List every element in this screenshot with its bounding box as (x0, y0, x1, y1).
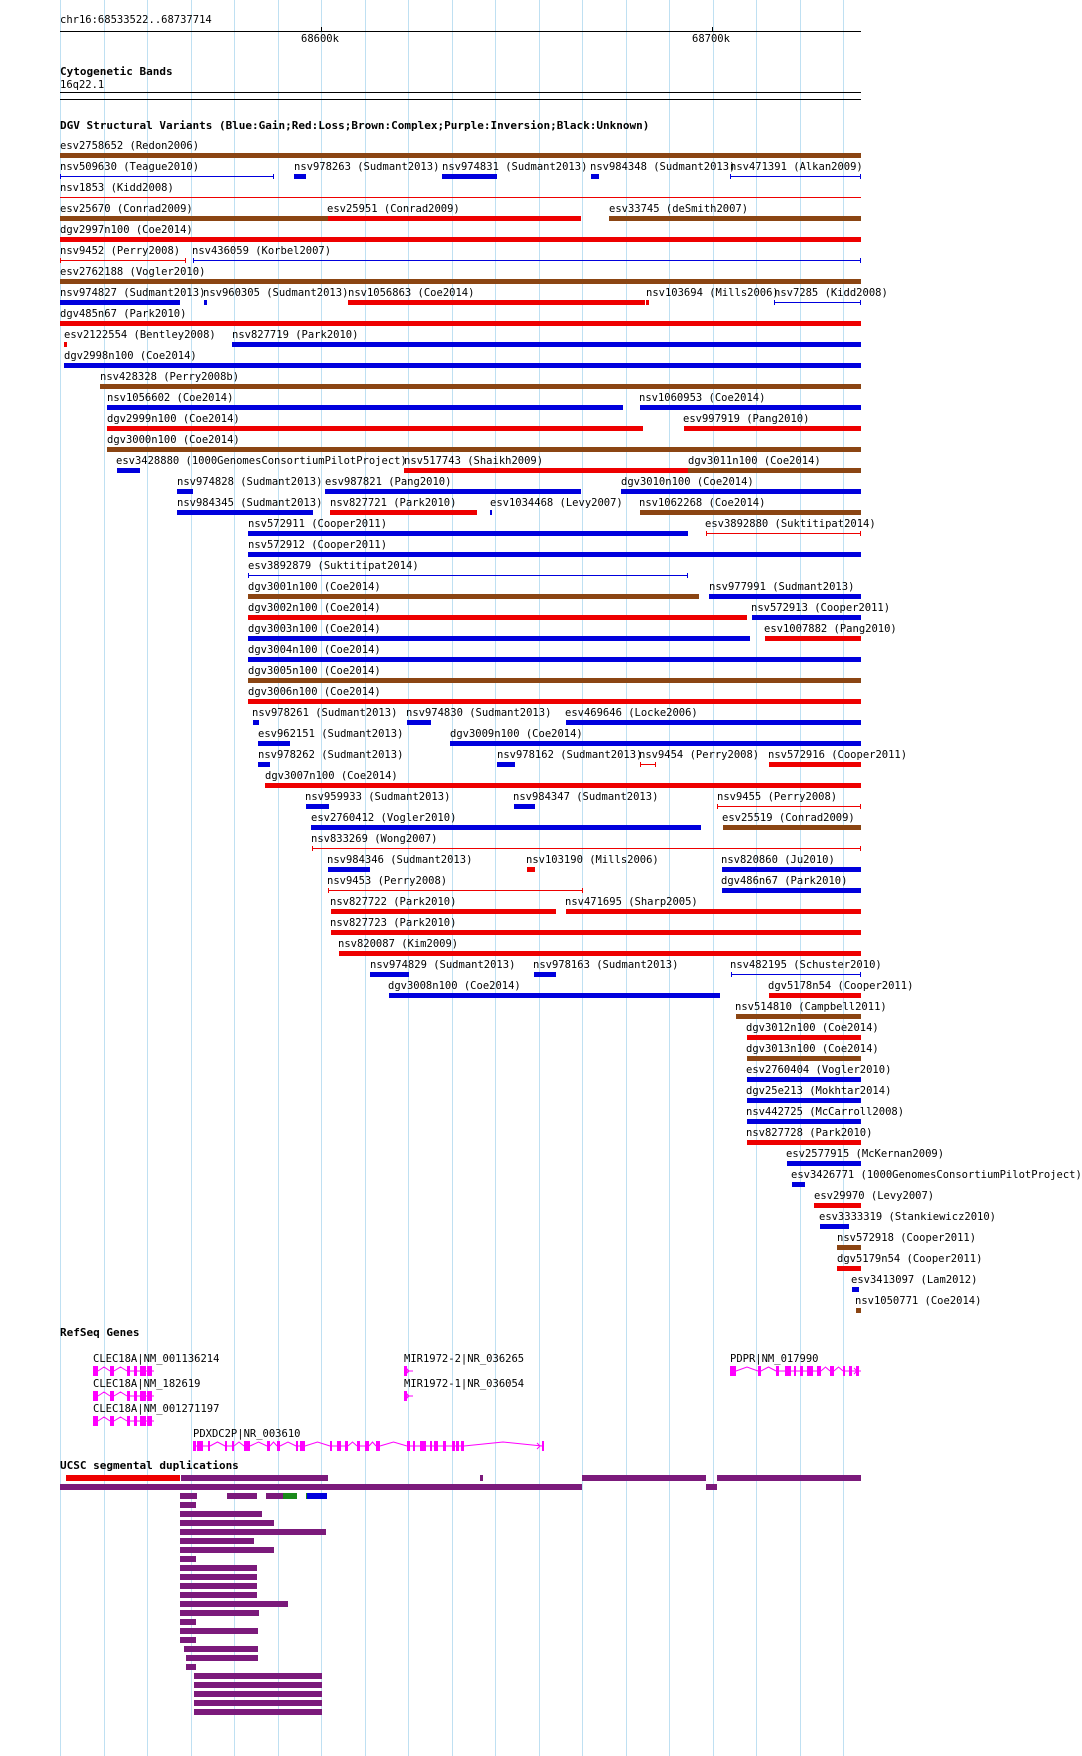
variant-label[interactable]: dgv3004n100 (Coe2014) (248, 644, 381, 656)
segdup-bar[interactable] (307, 1493, 327, 1499)
variant-label[interactable]: esv1034468 (Levy2007) (490, 497, 623, 509)
segdup-bar[interactable] (480, 1475, 483, 1481)
variant-label[interactable]: nsv9452 (Perry2008) (60, 245, 181, 257)
variant-label[interactable]: nsv436059 (Korbel2007) (192, 245, 332, 257)
variant-label[interactable]: nsv974830 (Sudmant2013) (406, 707, 552, 719)
gene-exon[interactable] (365, 1441, 369, 1451)
variant-label[interactable]: dgv485n67 (Park2010) (60, 308, 187, 320)
gene-exon[interactable] (232, 1441, 234, 1451)
gene-exon[interactable] (127, 1416, 130, 1426)
gene-exon[interactable] (110, 1366, 114, 1376)
variant-label[interactable]: nsv509630 (Teague2010) (60, 161, 200, 173)
variant-label[interactable]: nsv572911 (Cooper2011) (248, 518, 388, 530)
segdup-bar[interactable] (180, 1556, 196, 1562)
variant-label[interactable]: dgv3011n100 (Coe2014) (688, 455, 821, 467)
gene-exon[interactable] (807, 1366, 813, 1376)
gene-exon[interactable] (337, 1441, 341, 1451)
segdup-bar[interactable] (266, 1493, 283, 1499)
variant-label[interactable]: nsv984348 (Sudmant2013) (590, 161, 736, 173)
variant-label[interactable]: nsv974829 (Sudmant2013) (370, 959, 516, 971)
segdup-bar[interactable] (180, 1574, 257, 1580)
gene-exon[interactable] (197, 1441, 203, 1451)
gene-exon[interactable] (404, 1391, 407, 1401)
variant-label[interactable]: nsv482195 (Schuster2010) (730, 959, 882, 971)
segdup-bar[interactable] (180, 1511, 262, 1517)
segdup-bar[interactable] (60, 1484, 582, 1490)
gene-exon[interactable] (93, 1391, 98, 1401)
variant-label[interactable]: nsv471695 (Sharp2005) (565, 896, 698, 908)
segdup-bar[interactable] (180, 1520, 274, 1526)
segdup-bar[interactable] (180, 1502, 196, 1508)
gene-exon[interactable] (300, 1441, 305, 1451)
gene-exon[interactable] (542, 1441, 544, 1451)
variant-label[interactable]: esv997919 (Pang2010) (683, 413, 810, 425)
variant-label[interactable]: nsv572912 (Cooper2011) (248, 539, 388, 551)
gene-exon[interactable] (93, 1366, 98, 1376)
variant-label[interactable]: dgv3010n100 (Coe2014) (621, 476, 754, 488)
variant-label[interactable]: esv3426771 (1000GenomesConsortiumPilotProject) (791, 1169, 1082, 1181)
variant-label[interactable]: esv1007882 (Pang2010) (764, 623, 897, 635)
variant-label[interactable]: nsv827723 (Park2010) (330, 917, 457, 929)
variant-label[interactable]: dgv3007n100 (Coe2014) (265, 770, 398, 782)
gene-exon[interactable] (758, 1366, 761, 1376)
variant-label[interactable]: dgv3000n100 (Coe2014) (107, 434, 240, 446)
segdup-bar[interactable] (227, 1493, 257, 1499)
variant-label[interactable]: nsv9454 (Perry2008) (639, 749, 760, 761)
variant-label[interactable]: nsv572918 (Cooper2011) (837, 1232, 977, 1244)
gene-exon[interactable] (140, 1391, 146, 1401)
variant-label[interactable]: nsv974827 (Sudmant2013) (60, 287, 206, 299)
segdup-bar[interactable] (717, 1475, 861, 1481)
gene-exon[interactable] (127, 1366, 130, 1376)
variant-label[interactable]: nsv977991 (Sudmant2013) (709, 581, 855, 593)
variant-label[interactable]: nsv1060953 (Coe2014) (639, 392, 766, 404)
variant-label[interactable]: dgv3002n100 (Coe2014) (248, 602, 381, 614)
variant-label[interactable]: esv29970 (Levy2007) (814, 1190, 935, 1202)
gene-exon[interactable] (785, 1366, 791, 1376)
gene-exon[interactable] (267, 1441, 270, 1451)
variant-label[interactable]: dgv2998n100 (Coe2014) (64, 350, 197, 362)
gene-exon[interactable] (794, 1366, 796, 1376)
variant-label[interactable]: nsv974831 (Sudmant2013) (442, 161, 588, 173)
gene-exon[interactable] (407, 1441, 410, 1451)
variant-label[interactable]: nsv1050771 (Coe2014) (855, 1295, 982, 1307)
variant-label[interactable]: nsv1056863 (Coe2014) (348, 287, 475, 299)
segdup-bar[interactable] (180, 1628, 258, 1634)
variant-label[interactable]: esv3892880 (Suktitipat2014) (705, 518, 876, 530)
gene-exon[interactable] (134, 1366, 137, 1376)
gene-exon[interactable] (110, 1416, 114, 1426)
cytoband-label: 16q22.1 (60, 79, 105, 91)
segdup-bar[interactable] (194, 1700, 322, 1706)
variant-label[interactable]: nsv827719 (Park2010) (232, 329, 359, 341)
variant-label[interactable]: esv962151 (Sudmant2013) (258, 728, 404, 740)
variant-label[interactable]: dgv3005n100 (Coe2014) (248, 665, 381, 677)
variant-label[interactable]: dgv486n67 (Park2010) (721, 875, 848, 887)
ruler-tick-label: 68600k (301, 33, 339, 45)
segdup-bar[interactable] (180, 1583, 257, 1589)
variant-label[interactable]: nsv978163 (Sudmant2013) (533, 959, 679, 971)
gene-exon[interactable] (93, 1416, 98, 1426)
gene-exon[interactable] (434, 1441, 438, 1451)
ruler-tick-label: 68700k (692, 33, 730, 45)
variant-label[interactable]: dgv3008n100 (Coe2014) (388, 980, 521, 992)
gene-exon[interactable] (461, 1441, 464, 1451)
segdup-bar[interactable] (180, 1610, 259, 1616)
variant-label[interactable]: nsv978261 (Sudmant2013) (252, 707, 398, 719)
gene-exon[interactable] (140, 1416, 146, 1426)
gene-exon[interactable] (330, 1441, 332, 1451)
segdup-track-title[interactable]: UCSC segmental duplications (60, 1459, 239, 1472)
variant-label[interactable]: esv33745 (deSmith2007) (609, 203, 749, 215)
gene-exon[interactable] (404, 1366, 407, 1376)
variant-label[interactable]: nsv978263 (Sudmant2013) (294, 161, 440, 173)
segdup-bar[interactable] (180, 1529, 326, 1535)
gene-label[interactable]: PDXDC2P|NR_003610 (193, 1428, 301, 1440)
gene-exon[interactable] (244, 1441, 250, 1451)
variant-label[interactable]: dgv25e213 (Mokhtar2014) (746, 1085, 892, 1097)
variant-label[interactable]: dgv3006n100 (Coe2014) (248, 686, 381, 698)
segdup-bar[interactable] (706, 1484, 717, 1490)
gene-exon[interactable] (134, 1416, 137, 1426)
variant-label[interactable]: nsv572916 (Cooper2011) (768, 749, 908, 761)
variant-label[interactable]: nsv833269 (Wong2007) (311, 833, 438, 845)
variant-label[interactable]: nsv960305 (Sudmant2013) (203, 287, 349, 299)
gene-exon[interactable] (413, 1441, 415, 1451)
variant-label[interactable]: nsv827722 (Park2010) (330, 896, 457, 908)
variant-label[interactable]: esv2760412 (Vogler2010) (311, 812, 457, 824)
variant-label[interactable]: esv2758652 (Redon2006) (60, 140, 200, 152)
gene-exon[interactable] (140, 1366, 146, 1376)
gene-label[interactable]: CLEC18A|NM_001136214 (93, 1353, 220, 1365)
variant-label[interactable]: esv987821 (Pang2010) (325, 476, 452, 488)
variant-label[interactable]: nsv103694 (Mills2006) (646, 287, 779, 299)
segdup-bar[interactable] (180, 1637, 196, 1643)
variant-label[interactable]: nsv820860 (Ju2010) (721, 854, 835, 866)
gene-label[interactable]: CLEC18A|NM_001271197 (93, 1403, 220, 1415)
variant-label[interactable]: esv2762188 (Vogler2010) (60, 266, 206, 278)
variant-label[interactable]: nsv7285 (Kidd2008) (774, 287, 888, 299)
variant-label[interactable]: dgv3009n100 (Coe2014) (450, 728, 583, 740)
gene-exon[interactable] (193, 1441, 196, 1451)
variant-label[interactable]: esv25670 (Conrad2009) (60, 203, 193, 215)
variant-label[interactable]: nsv442725 (McCarroll2008) (746, 1106, 905, 1118)
segdup-bar[interactable] (283, 1493, 297, 1499)
variant-label[interactable]: nsv9453 (Perry2008) (327, 875, 448, 887)
variant-label[interactable]: nsv978162 (Sudmant2013) (497, 749, 643, 761)
variant-label[interactable]: nsv827721 (Park2010) (330, 497, 457, 509)
variant-label[interactable]: esv3428880 (1000GenomesConsortiumPilotProject) (116, 455, 407, 467)
gene-exon[interactable] (376, 1441, 380, 1451)
variant-label[interactable]: nsv572913 (Cooper2011) (751, 602, 891, 614)
variant-label[interactable]: esv2577915 (McKernan2009) (786, 1148, 945, 1160)
variant-label[interactable]: nsv827728 (Park2010) (746, 1127, 873, 1139)
gene-exon[interactable] (430, 1441, 432, 1451)
gene-intron (736, 1367, 861, 1371)
position-label: chr16:68533522..68737714 (60, 14, 212, 26)
dgv-track-title[interactable]: DGV Structural Variants (Blue:Gain;Red:Loss;Brown:Complex;Purple:Inversion;Black:Unknown) (60, 119, 650, 132)
gene-exon[interactable] (817, 1366, 821, 1376)
gene-exon[interactable] (420, 1441, 426, 1451)
gene-exon[interactable] (357, 1441, 360, 1451)
segdup-bar[interactable] (194, 1709, 322, 1715)
segdup-bar[interactable] (180, 1592, 257, 1598)
variant-label[interactable]: esv25951 (Conrad2009) (327, 203, 460, 215)
variant-label[interactable]: dgv2997n100 (Coe2014) (60, 224, 193, 236)
variant-label[interactable]: dgv3003n100 (Coe2014) (248, 623, 381, 635)
variant-label[interactable]: nsv1056602 (Coe2014) (107, 392, 234, 404)
gene-label[interactable]: CLEC18A|NM_182619 (93, 1378, 201, 1390)
variant-label[interactable]: nsv959933 (Sudmant2013) (305, 791, 451, 803)
gene-exon[interactable] (849, 1366, 852, 1376)
variant-label[interactable]: nsv974828 (Sudmant2013) (177, 476, 323, 488)
segdup-bar[interactable] (194, 1691, 322, 1697)
gene-label[interactable]: MIR1972-1|NR_036054 (404, 1378, 525, 1390)
gene-exon[interactable] (208, 1441, 210, 1451)
segdup-bar[interactable] (180, 1538, 254, 1544)
refseq-track-title[interactable]: RefSeq Genes (60, 1326, 140, 1339)
variant-label[interactable]: esv3892879 (Suktitipat2014) (248, 560, 419, 572)
segdup-bar[interactable] (194, 1682, 322, 1688)
segdup-bar[interactable] (186, 1655, 258, 1661)
gene-exon[interactable] (127, 1391, 130, 1401)
gene-exon[interactable] (730, 1366, 736, 1376)
cytogenetic-track-title[interactable]: Cytogenetic Bands (60, 65, 173, 78)
segdup-bar[interactable] (184, 1646, 258, 1652)
gene-label[interactable]: MIR1972-2|NR_036265 (404, 1353, 525, 1365)
gene-exon[interactable] (776, 1366, 779, 1376)
variant-label[interactable]: esv3333319 (Stankiewicz2010) (819, 1211, 997, 1223)
segdup-bar[interactable] (180, 1619, 196, 1625)
variant-label[interactable]: nsv471391 (Alkan2009) (730, 161, 863, 173)
variant-label[interactable]: nsv820087 (Kim2009) (338, 938, 459, 950)
variant-label[interactable]: nsv1062268 (Coe2014) (639, 497, 766, 509)
segdup-bar[interactable] (180, 1601, 288, 1607)
gene-label[interactable]: PDPR|NM_017990 (730, 1353, 819, 1365)
variant-label[interactable]: esv3413097 (Lam2012) (851, 1274, 978, 1286)
gene-exon[interactable] (843, 1366, 845, 1376)
gene-exon[interactable] (345, 1441, 348, 1451)
variant-label[interactable]: nsv978262 (Sudmant2013) (258, 749, 404, 761)
gene-exon[interactable] (225, 1441, 227, 1451)
gene-exon[interactable] (134, 1391, 137, 1401)
gene-exon[interactable] (452, 1441, 455, 1451)
gene-exon[interactable] (456, 1441, 459, 1451)
variant-label[interactable]: dgv3013n100 (Coe2014) (746, 1043, 879, 1055)
variant-label[interactable]: esv25519 (Conrad2009) (722, 812, 855, 824)
variant-label[interactable]: nsv428328 (Perry2008b) (100, 371, 240, 383)
variant-label[interactable]: nsv514810 (Campbell2011) (735, 1001, 887, 1013)
segdup-bar[interactable] (66, 1475, 180, 1481)
variant-label[interactable]: nsv984345 (Sudmant2013) (177, 497, 323, 509)
segdup-bar[interactable] (194, 1673, 322, 1679)
segdup-bar[interactable] (180, 1493, 197, 1499)
variant-label[interactable]: nsv517743 (Shaikh2009) (404, 455, 544, 467)
variant-label[interactable]: esv2760404 (Vogler2010) (746, 1064, 892, 1076)
variant-label[interactable]: dgv3012n100 (Coe2014) (746, 1022, 879, 1034)
variant-label[interactable]: esv2122554 (Bentley2008) (64, 329, 216, 341)
variant-label[interactable]: nsv984346 (Sudmant2013) (327, 854, 473, 866)
segdup-bar[interactable] (181, 1475, 328, 1481)
gene-exon[interactable] (110, 1391, 114, 1401)
gene-exon[interactable] (443, 1441, 446, 1451)
gene-exon[interactable] (800, 1366, 803, 1376)
variant-label[interactable]: esv469646 (Locke2006) (565, 707, 698, 719)
gene-exon[interactable] (277, 1441, 280, 1451)
gene-exon[interactable] (296, 1441, 298, 1451)
variant-label[interactable]: nsv984347 (Sudmant2013) (513, 791, 659, 803)
variant-label[interactable]: dgv2999n100 (Coe2014) (107, 413, 240, 425)
variant-label[interactable]: nsv1853 (Kidd2008) (60, 182, 174, 194)
gene-exon[interactable] (830, 1366, 834, 1376)
segdup-bar[interactable] (582, 1475, 706, 1481)
variant-label[interactable]: dgv5178n54 (Cooper2011) (768, 980, 914, 992)
segdup-bar[interactable] (180, 1565, 257, 1571)
segdup-bar[interactable] (180, 1547, 274, 1553)
variant-label[interactable]: nsv103190 (Mills2006) (526, 854, 659, 866)
variant-label[interactable]: dgv3001n100 (Coe2014) (248, 581, 381, 593)
variant-label[interactable]: nsv9455 (Perry2008) (717, 791, 838, 803)
segdup-bar[interactable] (186, 1664, 196, 1670)
variant-label[interactable]: dgv5179n54 (Cooper2011) (837, 1253, 983, 1265)
